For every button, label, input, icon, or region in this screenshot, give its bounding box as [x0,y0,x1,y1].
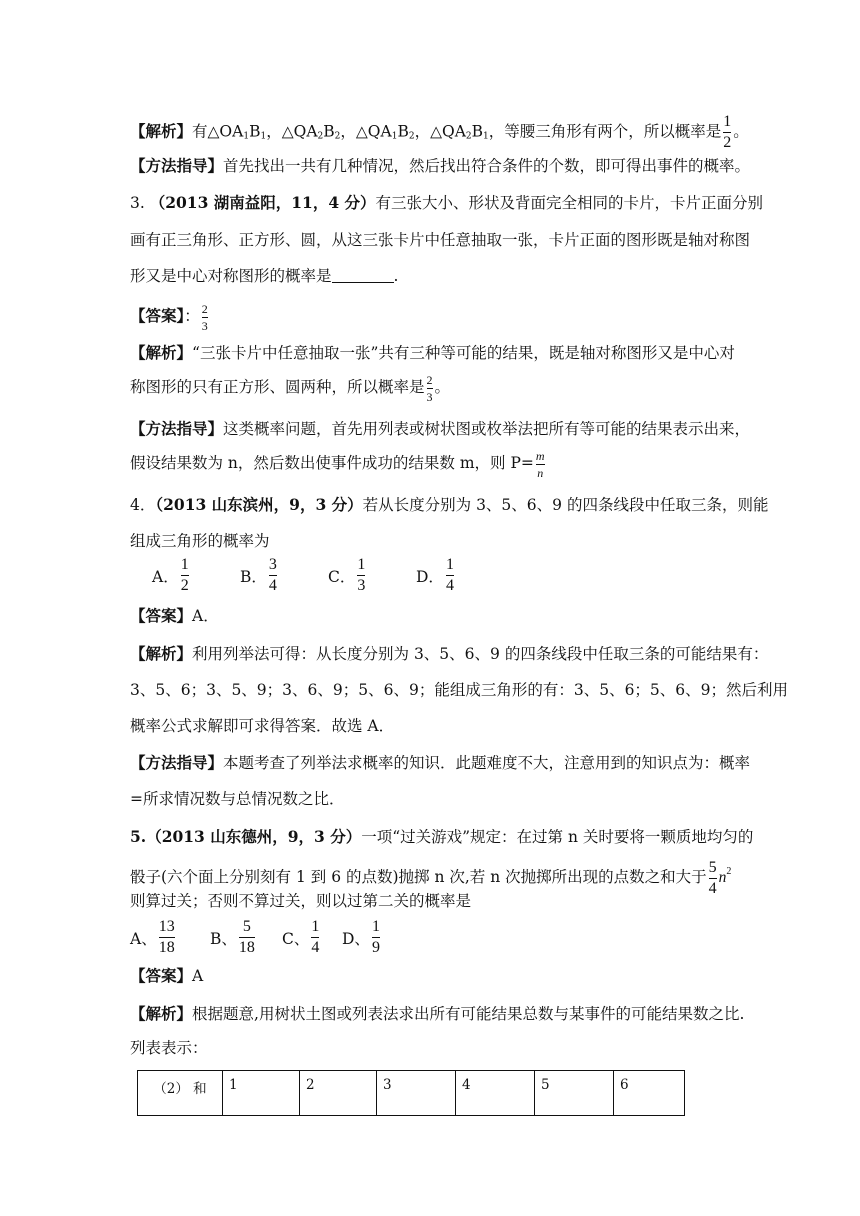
denominator: 4 [445,577,454,594]
l1-prefix: 有△OA [192,122,244,141]
fraction [372,919,380,956]
q5-answer-value: A [192,967,204,985]
q4-fangfa-text-2: =所求情况数与总情况数之比． [130,790,345,808]
fraction [159,919,175,956]
option-label: B、 [210,929,237,948]
denominator: 3 [357,577,366,594]
numerator: 1 [371,918,380,935]
table-cell: 6 [614,1071,685,1116]
q2-jiexi: 【解析】有$\triangle OA_1B_1$，$\triangle QA_2B_2$，$\triangle QA_1B_2$，$\triangle QA_2B_1$，等腰三角形有两个，所以概率是 $\frac{1}{2}$ 。 [130,113,749,151]
answer-blank [332,268,394,283]
fraction [181,557,189,594]
table-cell: （2） 和 [138,1071,223,1116]
fraction [239,919,255,956]
q4-option-a[interactable] [152,557,240,594]
daan-label: 【答案】 [130,606,193,625]
q5-stem-1 [130,826,753,848]
q5-option-c[interactable] [282,919,342,956]
jiexi-label: 【解析】 [130,121,193,141]
q3-fangfa-text-1: 这类概率问题，首先用列表或树状图或枚举法把所有等可能的结果表示出来， [223,420,751,438]
option-label: D、 [342,929,370,948]
fraction: $\frac{2}{3}$ [201,301,208,333]
q4-fangfa-1 [130,752,750,774]
q4-answer [130,605,219,627]
q3-jiexi-text-1: “三张卡片中任意抽取一张”共有三种等可能的结果，既是轴对称图形又是中心对 [192,344,735,362]
option-label: B． [240,567,267,586]
denominator: 2 [180,577,189,594]
q4-jiexi-text-2: 3、5、6；3、5、9；3、6、9；5、6、9；能组成三角形的有：3、5、6；5、6、9；然后利用 [130,681,789,699]
q5-stem-3 [130,890,471,912]
q3-source: （2013 湖南益阳，11，4 分） [149,193,376,212]
q3-fangfa-2 [130,446,547,480]
q4-jiexi-text-3: 概率公式求解即可求得答案．故选 A． [130,717,395,735]
fangfa-label: 【方法指导】 [130,156,224,175]
q3-text-c-end: . [393,267,399,285]
q3-fangfa-1 [130,418,750,440]
q4-option-c[interactable] [328,557,416,594]
fraction [269,557,277,594]
q5-text-a: 一项“过关游戏”规定：在过第 n 关时要将一颗质地均匀的 [361,828,754,846]
q3-jiexi-text-2: 称图形的只有正方形、圆两种，所以概率是 [130,378,425,396]
option-label: C、 [282,929,310,948]
q4-fangfa-2 [130,788,345,810]
denominator: 4 [311,939,320,956]
fangfa-label: 【方法指导】 [130,753,224,772]
q3-text-a: 有三张大小、形状及背面完全相同的卡片，卡片正面分别 [375,194,764,212]
fraction: $\frac{m}{n}$ [535,448,545,480]
q3-jiexi-end: 。 [434,378,451,396]
option-label: A． [152,567,179,586]
q5-jiexi-text-2: 列表表示： [130,1039,208,1057]
sum-table [137,1070,685,1116]
fraction [446,557,454,594]
q4-text-a: 若从长度分别为 3、5、6、9 的四条线段中任取三条，则能 [362,496,769,514]
q5-jiexi-text-1: 根据题意,用树状土图或列表法求出所有可能结果总数与某事件的可能结果数之比. [192,1005,745,1023]
q3-number: 3. [130,194,145,212]
option-label: C． [328,567,356,586]
table-cell: 4 [456,1071,535,1116]
q5-jiexi-2 [130,1037,208,1059]
q5-text-b: 骰子(六个面上分别刻有 1 到 6 的点数)抛掷 n 次,若 n 次抛掷所出现的点数之和大于 [130,868,707,886]
q4-number: 4． [130,496,156,514]
q5-text-c: 则算过关；否则不算过关，则以过第二关的概率是 [130,892,472,910]
q5-option-b[interactable] [210,919,282,956]
q5-jiexi-1 [130,1003,744,1025]
q5-options [130,919,402,956]
q2-fangfa [130,155,750,177]
q5-option-a[interactable] [130,919,210,956]
numerator: 1 [357,556,366,573]
q3-fangfa-text-2: 假设结果数为 n，然后数出使事件成功的结果数 m，则 P= [130,454,534,472]
denominator: 9 [371,939,380,956]
q3-text-c: 形又是中心对称图形的概率是 [130,267,332,285]
l1-text: 等腰三角形有两个，所以概率是 [504,122,722,141]
denominator: 18 [238,939,255,956]
q3-answer-colon: ： [184,307,200,325]
table-row [138,1071,685,1116]
q4-stem-2 [130,530,270,552]
table-cell: 3 [377,1071,456,1116]
q5-number: 5. [130,827,147,846]
numerator: 1 [180,556,189,573]
q3-stem-3 [130,265,398,287]
fraction: $\frac{5}{4}$ [708,858,717,897]
q4-option-d[interactable] [416,557,504,594]
n-squared: $n^2$ [718,866,732,886]
q4-source: （2013 山东滨州，9，3 分） [155,495,363,514]
jiexi-label: 【解析】 [130,1004,193,1023]
q3-answer [130,296,210,336]
daan-label: 【答案】 [130,306,185,325]
l1-end: 。 [733,122,749,141]
q4-jiexi-1 [130,643,768,665]
numerator: 1 [445,556,454,573]
q4-text-b: 组成三角形的概率为 [130,532,270,550]
jiexi-label: 【解析】 [130,644,193,663]
q3-stem-1 [130,192,763,214]
denominator: 18 [158,939,175,956]
table-cell: 5 [535,1071,614,1116]
q3-stem-2 [130,229,750,251]
q3-text-b: 画有正三角形、正方形、圆，从这三张卡片中任意抽取一张，卡片正面的图形既是轴对称图 [130,231,751,249]
numerator: 3 [268,556,277,573]
q4-stem-1 [130,494,768,516]
q4-jiexi-2 [130,679,788,701]
table-cell: 2 [300,1071,377,1116]
jiexi-label: 【解析】 [130,343,193,362]
q4-options [152,557,504,594]
fraction [357,557,365,594]
fraction [311,919,319,956]
q5-answer [130,965,203,987]
fangfa-label: 【方法指导】 [130,419,224,438]
q3-jiexi-2 [130,370,450,404]
numerator: 5 [242,918,251,935]
q5-option-d[interactable] [342,919,402,956]
q4-option-b[interactable] [240,557,328,594]
q4-jiexi-text-1: 利用列举法可得：从长度分别为 3、5、6、9 的四条线段中任取三条的可能结果有： [192,645,769,663]
fangfa-text: 首先找出一共有几种情况，然后找出符合条件的个数，即可得出事件的概率。 [223,157,751,175]
q3-jiexi-1 [130,342,735,364]
fraction: $\frac{1}{2}$ [723,113,732,151]
table-cell: 1 [223,1071,300,1116]
q5-source: （2013 山东德州，9，3 分） [146,827,362,846]
denominator: 4 [268,577,277,594]
q4-fangfa-text-1: 本题考查了列举法求概率的知识．此题难度不大，注意用到的知识点为：概率 [223,754,751,772]
option-label: A、 [130,929,157,948]
option-label: D． [416,567,444,586]
numerator: 13 [158,918,175,935]
fraction: $\frac{2}{3}$ [426,372,433,404]
daan-label: 【答案】 [130,966,193,985]
numerator: 1 [311,918,320,935]
q4-jiexi-3 [130,715,394,737]
q4-answer-value: A． [192,607,219,625]
